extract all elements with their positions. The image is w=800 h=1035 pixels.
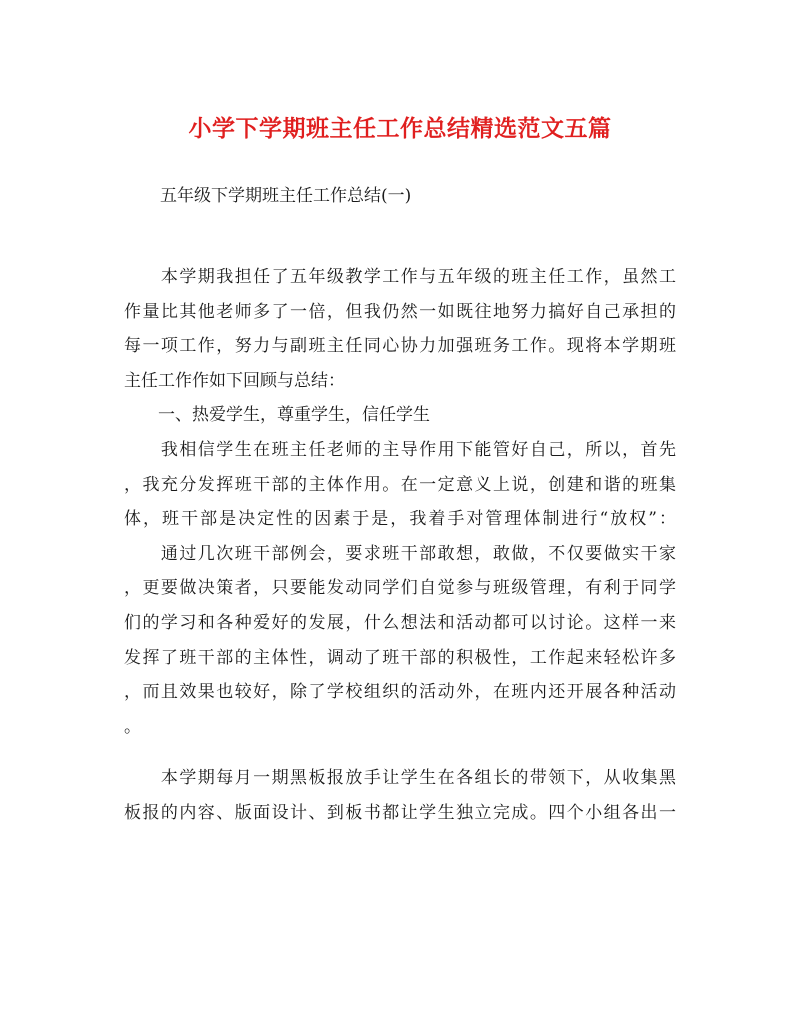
- text-line: 我相信学生在班主任老师的主导作用下能管好自己，所以，首先: [124, 439, 676, 460]
- text-line: ，我充分发挥班干部的主体作用。在一定意义上说，创建和谐的班集: [124, 474, 676, 495]
- text-line: 板报的内容、版面设计、到板书都让学生独立完成。四个小组各出一: [124, 802, 676, 823]
- document-body: [124, 260, 676, 831]
- text-line: 每一项工作，努力与副班主任同心协力加强班务工作。现将本学期班: [124, 336, 676, 357]
- document-subtitle: 五年级下学期班主任工作总结(一): [160, 186, 412, 206]
- text-line: 。: [124, 716, 141, 737]
- text-line: 作量比其他老师多了一倍，但我仍然一如既往地努力搞好自己承担的: [124, 301, 676, 322]
- text-line: 们的学习和各种爱好的发展，什么想法和活动都可以讨论。这样一来: [124, 612, 676, 633]
- text-line: 本学期我担任了五年级教学工作与五年级的班主任工作，虽然工: [124, 267, 676, 287]
- text-line: ，而且效果也较好，除了学校组织的活动外，在班内还开展各种活动: [124, 682, 676, 703]
- document-title: 小学下学期班主任工作总结精选范文五篇: [188, 115, 612, 142]
- section-heading: 一、热爱学生，尊重学生，信任学生: [124, 405, 430, 426]
- text-line: ，更要做决策者，只要能发动同学们自觉参与班级管理，有利于同学: [124, 578, 676, 599]
- paragraph-gap: [124, 744, 676, 761]
- text-line: 主任工作作如下回顾与总结：: [124, 370, 345, 391]
- text-line: 发挥了班干部的主体性，调动了班干部的积极性，工作起来轻松许多: [124, 647, 676, 668]
- text-line: 本学期每月一期黑板报放手让学生在各组长的带领下，从收集黑: [124, 768, 676, 789]
- text-line: 体，班干部是决定性的因素于是，我着手对管理体制进行“放权”：: [124, 509, 676, 530]
- text-line: 通过几次班干部例会，要求班干部敢想，敢做，不仅要做实干家: [124, 543, 676, 564]
